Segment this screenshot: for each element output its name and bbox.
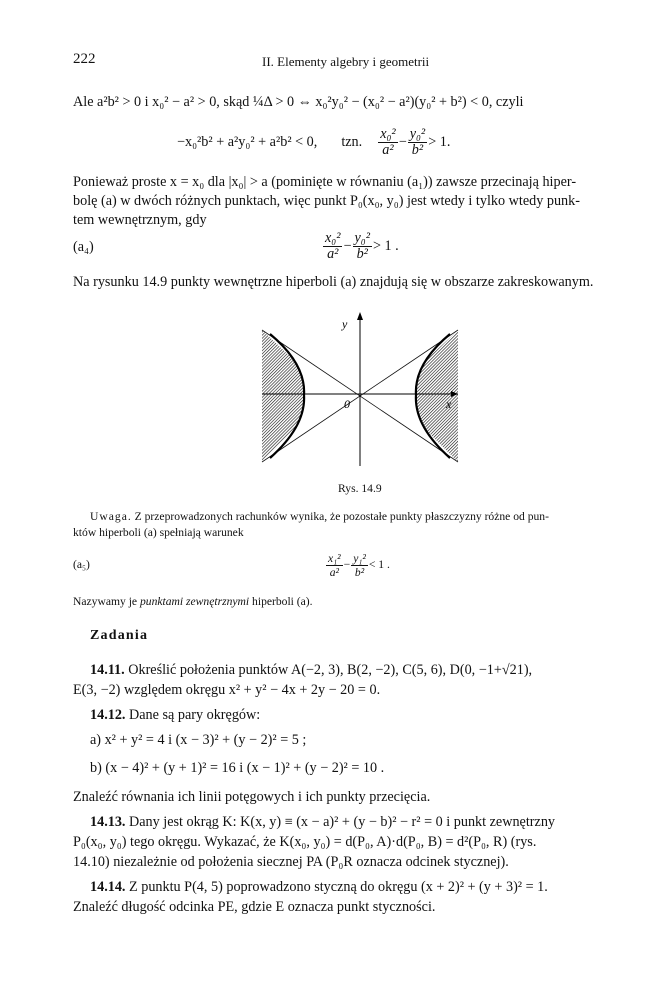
fraction-y0-over-b	[408, 127, 427, 158]
eq-tail: > 1.	[428, 133, 451, 150]
para2-line3: tem wewnętrznym, gdy	[73, 212, 207, 228]
para2-line2: bolę (a) w dwóch różnych punktach, więc punkt P₀(x₀, y₀) jest wtedy i tylko wtedy punk-	[73, 193, 580, 209]
exercise-14-14-line1	[90, 878, 548, 897]
hyperbola-figure	[260, 312, 460, 472]
fraction-x0-over-a	[378, 127, 397, 158]
eq-tail: < 1 .	[368, 558, 390, 571]
fraction-y0-over-b	[353, 231, 372, 262]
para1-line1: Ale a²b² > 0 i x₀² − a² > 0, skąd ¼Δ > 0 ⇔ x₀²y₀² − (x₀² − a²)(y₀² + b²) < 0, czyli	[73, 94, 524, 110]
remark-text: Z przeprowadzonych rachunków wynika, że pozostałe punkty płaszczyzny różne od pun-	[134, 510, 549, 523]
fraction-x1-over-a	[326, 552, 343, 579]
eq-left: −x₀²b² + a²y₀² + a²b² < 0,	[177, 133, 318, 150]
exercise-14-12-line4: Znaleźć równania ich linii potęgowych i ich punkty przecięcia.	[73, 789, 431, 805]
minus-sign: −	[343, 237, 352, 254]
numerator: y₀²	[354, 229, 370, 246]
eq-a5-label: (a₅)	[73, 558, 90, 571]
exercise-number: 14.14.	[90, 879, 126, 895]
closing-italic: punktami zewnętrznymi	[139, 595, 250, 608]
origin-label: 0	[344, 397, 350, 411]
exercise-text: Dany jest okrąg K: K(x, y) ≡ (x − a)² + (y − b)² − r² = 0 i punkt zewnętrzny	[129, 814, 556, 830]
numerator: y₁²	[353, 551, 366, 565]
remark-line1	[90, 509, 549, 525]
figure-caption: Rys. 14.9	[338, 482, 382, 495]
remark-lead: Uwaga.	[90, 510, 132, 523]
exercise-14-13-line2: P₀(x₀, y₀) tego okręgu. Wykazać, że K(x₀, y₀) = d(P₀, A)·d(P₀, B) = d²(P₀, R) (rys.	[73, 834, 537, 850]
closing-post: hiperboli (a).	[252, 595, 313, 608]
exercise-14-14-line2: Znaleźć długość odcinka PE, gdzie E oznacza punkt styczności.	[73, 899, 436, 915]
denominator: a²	[382, 141, 394, 158]
closing-pre: Nazywamy je	[73, 595, 138, 608]
remark-line2: któw hiperboli (a) spełniają warunek	[73, 526, 244, 539]
y-axis-arrow	[357, 312, 363, 320]
eq-a5	[325, 545, 390, 585]
exercise-14-12-line1	[90, 706, 260, 725]
eq-tail: > 1 .	[372, 237, 399, 254]
denominator: b²	[411, 141, 424, 158]
numerator: x₀²	[380, 125, 396, 142]
denominator: a²	[327, 245, 339, 262]
denominator: a²	[329, 565, 339, 579]
denominator: b²	[356, 245, 368, 262]
exercise-14-12-a: a) x² + y² = 4 i (x − 3)² + (y − 2)² = 5 ;	[90, 732, 307, 748]
fraction-x0-over-a	[323, 231, 342, 262]
para3: Na rysunku 14.9 punkty wewnętrzne hiperboli (a) znajdują się w obszarze zakreskowanym.	[73, 274, 594, 290]
eq-tzn: tzn.	[341, 133, 363, 150]
exercise-number: 14.13.	[90, 814, 126, 830]
exercise-14-13-line1	[90, 813, 555, 832]
exercise-14-11-line1	[90, 661, 532, 680]
exercise-number: 14.11.	[90, 662, 125, 678]
numerator: x₀²	[325, 229, 341, 246]
denominator: b²	[354, 565, 365, 579]
numerator: y₀²	[409, 125, 426, 142]
exercise-text: Określić położenia punktów A(−2, 3), B(2, −2), C(5, 6), D(0, −1+√21),	[128, 662, 533, 678]
exercise-number: 14.12.	[90, 707, 126, 723]
minus-sign: −	[398, 133, 407, 150]
running-title: II. Elementy algebry i geometrii	[262, 54, 430, 69]
numerator: x₁²	[328, 551, 341, 565]
y-axis-label: y	[342, 317, 348, 331]
exercise-14-11-line2: E(3, −2) względem okręgu x² + y² − 4x + 2y − 20 = 0.	[73, 682, 381, 698]
page-number: 222	[73, 51, 96, 67]
exercise-14-13-line3: 14.10) niezależnie od położenia siecznej PA (P₀R oznacza odcinek stycznej).	[73, 854, 509, 870]
para1-display-equation	[177, 121, 450, 163]
eq-a4-label: (a₄)	[73, 239, 94, 255]
x-axis-label: x	[446, 397, 452, 411]
para2-line1: Ponieważ proste x = x₀ dla |x₀| > a (pominięte w równaniu (a₁)) zawsze przecinają hiper-	[73, 174, 577, 190]
exercise-14-12-b: b) (x − 4)² + (y + 1)² = 16 i (x − 1)² + (y − 2)² = 10 .	[90, 760, 385, 776]
fraction-y1-over-b	[351, 552, 368, 579]
left-interior-region	[262, 330, 304, 462]
section-title: Zadania	[90, 628, 149, 643]
minus-sign: −	[343, 558, 351, 571]
remark-closing	[73, 594, 313, 610]
exercise-text: Dane są pary okręgów:	[129, 707, 261, 723]
eq-a4	[322, 225, 399, 267]
exercise-text: Z punktu P(4, 5) poprowadzono styczną do okręgu (x + 2)² + (y + 3)² = 1.	[129, 879, 548, 895]
